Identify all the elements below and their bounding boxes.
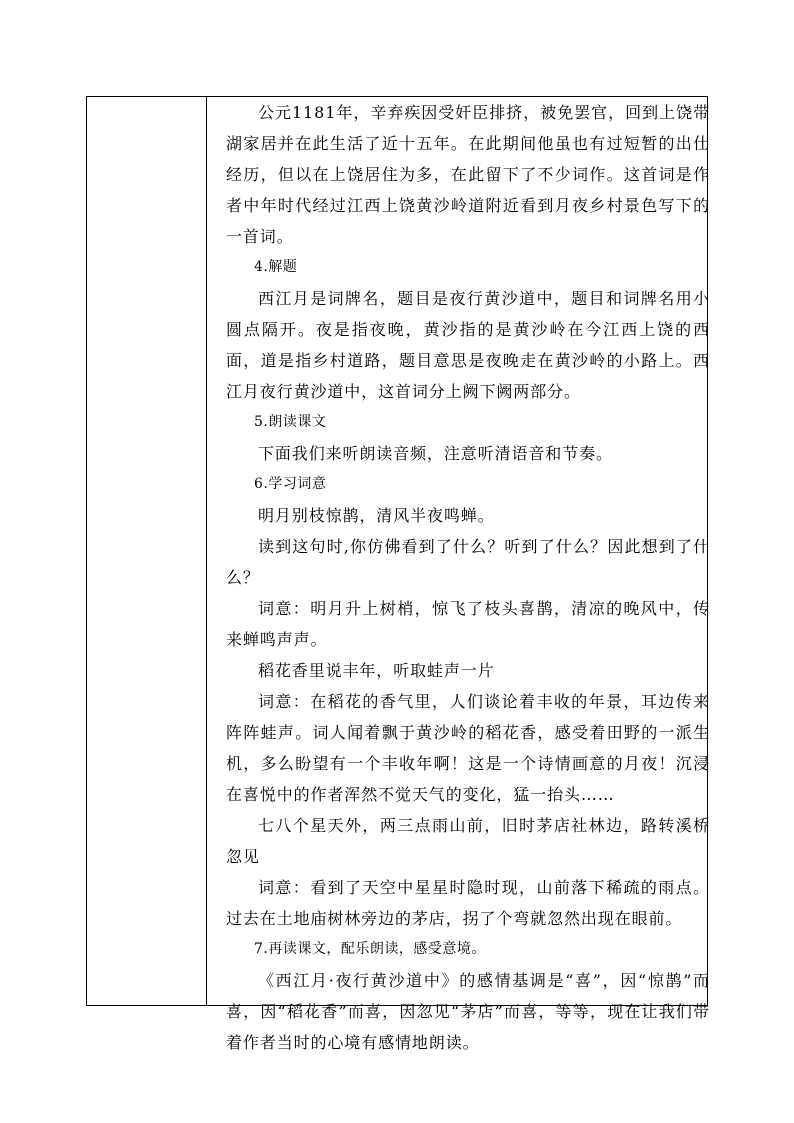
poem-line-2: 稻花香里说丰年，听取蛙声一片 xyxy=(258,661,495,680)
meaning-paragraph-3: 词意：看到了天空中星星时隐时现，山前落下稀疏的雨点。过去在土地庙树林旁边的茅店，拐了个弯就忽然出现在眼前。 xyxy=(226,878,710,928)
section-heading-reread: 7.再读课文，配乐朗读，感受意境。 xyxy=(254,941,486,957)
background-paragraph: 公元1181年，辛弃疾因受奸臣排挤，被免罢官，回到上饶带湖家居并在此生活了近十五年。在此期间他虽也有过短暂的出仕经历，但以在上饶居住为多，在此留下了不少词作。这首词是作者中年时代经过江西上饶黄沙岭道附近看到月夜乡村景色写下的一首词。 xyxy=(226,103,710,246)
section-heading-word-meaning: 6.学习词意 xyxy=(254,476,327,492)
left-column-cell xyxy=(87,97,207,1005)
section-heading-read-text: 5.朗读课文 xyxy=(254,414,327,430)
section-heading-title-explanation: 4.解题 xyxy=(254,259,298,275)
emotion-paragraph: 《西江月·夜行黄沙道中》的感情基调是“喜”，因“惊鹊”而喜，因“稻花香”而喜，因忽见“茅店”而喜，等等，现在让我们带着作者当时的心境有感情地朗读。 xyxy=(226,971,710,1052)
lesson-table xyxy=(86,96,710,1052)
meaning-paragraph-2: 词意：在稻花的香气里，人们谈论着丰收的年景，耳边传来阵阵蛙声。词人闻着飘于黄沙岭的稻花香，感受着田野的一派生机，多么盼望有一个丰收年啊！这是一个诗情画意的月夜！沉浸在喜悦中的作者浑然不觉天气的变化，猛一抬头…… xyxy=(226,692,710,804)
meaning-paragraph-1: 词意：明月升上树梢，惊飞了枝头喜鹊，清凉的晚风中，传来蝉鸣声声。 xyxy=(226,599,710,649)
question-paragraph: 读到这句时,你仿佛看到了什么？听到了什么？因此想到了什么？ xyxy=(226,537,710,587)
right-column-cell xyxy=(208,97,710,1052)
poem-line-1: 明月别枝惊鹊，清风半夜鸣蝉。 xyxy=(258,506,495,525)
read-text-paragraph: 下面我们来听朗读音频，注意听清语音和节奏。 xyxy=(258,444,613,463)
lesson-content xyxy=(226,97,710,1058)
title-explanation-paragraph: 西江月是词牌名，题目是夜行黄沙道中，题目和词牌名用小圆点隔开。夜是指夜晚，黄沙指的是黄沙岭在今江西上饶的西面，道是指乡村道路，题目意思是夜晚走在黄沙岭的小路上。西江月夜行黄沙道中，这首词分上阙下阙两部分。 xyxy=(226,289,710,401)
poem-line-3: 七八个星天外，两三点雨山前，旧时茅店社林边，路转溪桥忽见 xyxy=(226,816,710,866)
